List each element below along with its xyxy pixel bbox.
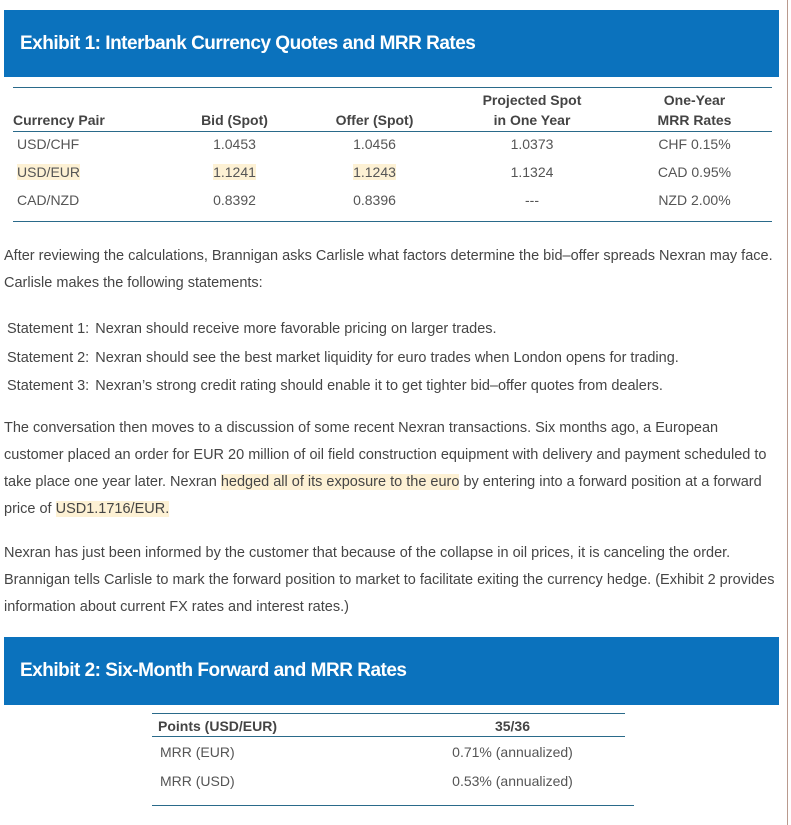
statement-label: Statement 3: — [7, 378, 90, 394]
paragraph-transactions — [4, 415, 779, 523]
cell-pair: USD/CHF — [17, 136, 80, 152]
exhibit1-table — [13, 87, 772, 222]
cell-pair: CAD/NZD — [17, 192, 80, 208]
statement-1 — [7, 315, 777, 344]
cell-offer: 1.0456 — [353, 136, 396, 152]
statement-label: Statement 1: — [7, 321, 90, 337]
cell-value: 0.71% (annualized) — [452, 744, 573, 760]
header-projected-line1: Projected Spot — [482, 92, 582, 108]
header-projected-spot — [447, 88, 617, 132]
cell-label: MRR (EUR) — [160, 744, 235, 760]
paragraph-text: The conversation then moves to a discussion of some recent Nexran transactions. Six months ago, a European customer placed an order for EUR 20 million of oil field construction equipment with delivery and payment scheduled to take place one year later. Nexran — [4, 420, 767, 490]
exhibit1-header — [4, 10, 779, 77]
statement-3 — [7, 372, 777, 401]
exhibit2-header — [4, 637, 779, 705]
statement-text: Nexran should see the best market liquidity for euro trades when London opens for trading. — [95, 349, 679, 366]
statements-list — [7, 315, 777, 401]
header-points-value: 35/36 — [400, 714, 625, 737]
statement-2 — [7, 344, 777, 373]
header-points-label: Points (USD/EUR) — [152, 714, 400, 737]
highlight-forward-price: USD1.1716/EUR. — [55, 501, 170, 517]
cell-bid: 1.0453 — [213, 136, 256, 152]
table-row — [152, 737, 625, 767]
highlight-hedged-exposure: hedged all of its exposure to the euro — [220, 474, 460, 490]
table-row — [13, 132, 772, 161]
table-header-row — [152, 714, 625, 737]
paragraph-bid-offer-factors: After reviewing the calculations, Brannigan asks Carlisle what factors determine the bid–offer spreads Nexran may face. Carlisle makes the following statements: — [4, 248, 773, 291]
cell-projected: --- — [525, 192, 539, 208]
header-mrr-line2: MRR Rates — [657, 112, 732, 128]
header-mrr-line1: One-Year — [663, 92, 726, 108]
table-row — [13, 188, 772, 222]
cell-mrr: NZD 2.00% — [658, 192, 731, 208]
statement-label: Statement 2: — [7, 349, 90, 366]
table-header-row — [13, 88, 772, 132]
header-currency-pair: Currency Pair — [13, 88, 167, 132]
header-offer: Offer (Spot) — [302, 88, 447, 132]
exhibit2-title: Exhibit 2: Six-Month Forward and MRR Rates — [20, 660, 407, 681]
cell-offer-highlighted: 1.1243 — [353, 164, 396, 180]
exhibit1-title: Exhibit 1: Interbank Currency Quotes and MRR Rates — [20, 32, 476, 54]
cell-offer: 0.8396 — [353, 192, 396, 208]
paragraph-order-cancelled: Nexran has just been informed by the customer that because of the collapse in oil prices, it is canceling the order. Brannigan tells Carlisle to mark the forward position to market to facilitate exiting the currency hedge. (Exhibit 2 provides information about current FX rates and interest rates.) — [4, 545, 775, 615]
cell-bid: 0.8392 — [213, 192, 256, 208]
cell-mrr: CAD 0.95% — [657, 164, 732, 180]
cell-mrr: CHF 0.15% — [658, 136, 731, 152]
table-row — [152, 766, 625, 795]
cell-value: 0.53% (annualized) — [452, 773, 573, 789]
cell-label: MRR (USD) — [160, 773, 235, 789]
table-bottom-rule — [152, 805, 634, 806]
cell-projected: 1.1324 — [510, 164, 554, 180]
exhibit2-table-wrap — [152, 713, 634, 806]
cell-bid-highlighted: 1.1241 — [213, 164, 256, 180]
header-bid: Bid (Spot) — [167, 88, 302, 132]
paragraph-text: by entering into a forward position at a forward price of — [4, 474, 762, 517]
table-row-highlighted — [13, 160, 772, 188]
header-projected-line2: in One Year — [493, 112, 571, 128]
cell-pair-highlighted: USD/EUR — [17, 164, 81, 180]
header-mrr-rates — [617, 88, 772, 132]
exhibit2-table — [152, 713, 625, 795]
statement-text: Nexran should receive more favorable pricing on larger trades. — [95, 321, 497, 337]
cell-projected: 1.0373 — [510, 136, 554, 152]
statement-text: Nexran’s strong credit rating should enable it to get tighter bid–offer quotes from dealers. — [95, 378, 663, 394]
